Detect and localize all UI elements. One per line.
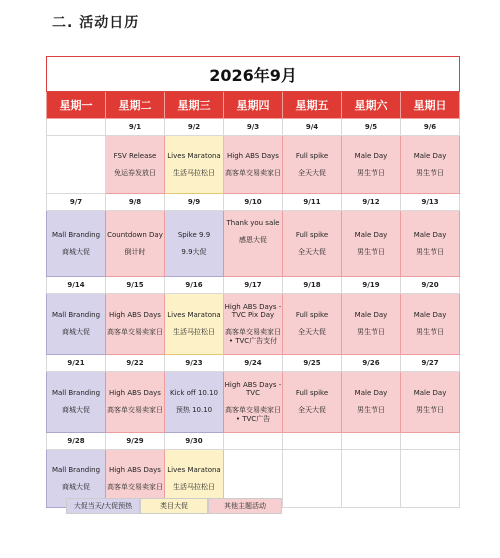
event-title: Mall Branding <box>51 465 101 474</box>
date-cell <box>283 433 342 450</box>
event-subtitle: 高客单交易卖家日 • TVC广告支付 <box>225 328 281 345</box>
event-title: High ABS Days <box>109 389 161 398</box>
date-cell: 9/17 <box>224 277 283 294</box>
event-subtitle: 男生节日 <box>357 247 385 256</box>
event-title: High ABS Days <box>227 151 279 160</box>
date-cell: 9/26 <box>342 355 401 372</box>
date-cell: 9/13 <box>401 194 460 211</box>
event-subtitle: 生活马拉松日 <box>173 482 215 491</box>
event-cell[interactable] <box>47 294 106 355</box>
event-title: Male Day <box>413 389 447 398</box>
event-cell[interactable] <box>283 372 342 433</box>
date-cell: 9/24 <box>224 355 283 372</box>
event-cell[interactable] <box>401 294 460 355</box>
event-subtitle: 男生节日 <box>357 406 385 414</box>
event-cell[interactable] <box>401 450 460 508</box>
event-title: Kick off 10.10 <box>169 389 219 398</box>
event-subtitle: 全天大促 <box>298 168 326 177</box>
date-cell <box>342 433 401 450</box>
date-cell: 9/30 <box>165 433 224 450</box>
event-subtitle: 男生节日 <box>357 168 385 177</box>
date-cell: 9/16 <box>165 277 224 294</box>
weekday-header: 星期五 <box>283 92 342 119</box>
event-cell[interactable] <box>342 372 401 433</box>
event-title: Full spike <box>295 230 329 239</box>
date-cell: 9/9 <box>165 194 224 211</box>
event-title: Full spike <box>295 311 329 320</box>
event-cell[interactable] <box>224 294 283 355</box>
event-cell[interactable] <box>106 294 165 355</box>
date-cell <box>224 433 283 450</box>
event-subtitle: 全天大促 <box>298 328 326 336</box>
legend-item-category-promo: 类目大促 <box>140 498 208 514</box>
event-subtitle: 男生节日 <box>416 247 445 256</box>
event-title: High ABS Days - TVC <box>224 380 282 398</box>
legend <box>66 498 282 514</box>
date-cell: 9/12 <box>342 194 401 211</box>
date-cell: 9/2 <box>165 119 224 136</box>
event-cell[interactable] <box>165 372 224 433</box>
event-row <box>47 294 460 355</box>
date-row <box>47 194 460 211</box>
date-cell: 9/6 <box>401 119 460 136</box>
calendar-weeks <box>47 119 460 508</box>
weekday-header: 星期六 <box>342 92 401 119</box>
date-cell <box>401 433 460 450</box>
date-cell: 9/25 <box>283 355 342 372</box>
event-cell[interactable] <box>401 211 460 277</box>
event-subtitle: 倒计时 <box>124 247 146 256</box>
event-subtitle: 感恩大促 <box>239 235 267 244</box>
event-title: Male Day <box>413 311 447 320</box>
date-cell: 9/3 <box>224 119 283 136</box>
event-title: High ABS Days <box>109 465 161 474</box>
event-title: Mall Branding <box>51 311 101 320</box>
event-cell[interactable] <box>342 211 401 277</box>
date-cell: 9/14 <box>47 277 106 294</box>
event-subtitle: 生活马拉松日 <box>173 168 215 177</box>
event-cell[interactable] <box>342 136 401 194</box>
date-cell: 9/22 <box>106 355 165 372</box>
event-title: High ABS Days - TVC Pix Day <box>224 302 282 320</box>
event-title: Mall Branding <box>51 389 101 398</box>
event-subtitle: 9.9大促 <box>181 247 207 256</box>
legend-item-major-promo: 大促当天/大促预热 <box>66 498 140 514</box>
event-row <box>47 211 460 277</box>
event-title: Full spike <box>295 151 329 160</box>
date-cell: 9/29 <box>106 433 165 450</box>
event-subtitle: 生活马拉松日 <box>173 328 215 336</box>
date-cell <box>47 119 106 136</box>
event-title: Countdown Day <box>107 230 163 239</box>
event-title: Male Day <box>354 230 388 239</box>
date-cell: 9/15 <box>106 277 165 294</box>
event-cell[interactable] <box>342 294 401 355</box>
event-row <box>47 136 460 194</box>
event-title: Lives Maratona <box>167 311 221 320</box>
event-subtitle: 商城大促 <box>62 406 90 414</box>
event-subtitle: 高客单交易卖家日 <box>107 406 163 414</box>
event-subtitle: 免运券发放日 <box>114 168 156 177</box>
event-cell[interactable] <box>224 211 283 277</box>
date-cell: 9/1 <box>106 119 165 136</box>
event-cell[interactable] <box>283 450 342 508</box>
date-row <box>47 355 460 372</box>
event-subtitle: 男生节日 <box>416 168 445 177</box>
date-cell: 9/28 <box>47 433 106 450</box>
event-cell[interactable] <box>283 294 342 355</box>
date-cell: 9/19 <box>342 277 401 294</box>
event-title: Spike 9.9 <box>177 230 211 239</box>
event-title: FSV Release <box>113 151 157 160</box>
event-cell[interactable] <box>47 372 106 433</box>
event-cell[interactable] <box>47 211 106 277</box>
calendar-title: 2026年9月 <box>47 57 460 92</box>
event-title: Male Day <box>354 311 388 320</box>
event-subtitle: 商城大促 <box>62 482 90 491</box>
event-cell[interactable] <box>165 294 224 355</box>
event-subtitle: 高客单交易卖家日 <box>225 168 281 177</box>
date-row <box>47 433 460 450</box>
legend-item-other-theme: 其他主题活动 <box>208 498 282 514</box>
event-row <box>47 372 460 433</box>
event-title: Thank you sale <box>226 219 280 227</box>
weekday-header-row <box>47 92 460 119</box>
weekday-header: 星期三 <box>165 92 224 119</box>
event-subtitle: 预热 10.10 <box>175 406 213 414</box>
event-subtitle: 高客单交易卖家日 <box>107 328 163 336</box>
event-title: Mall Branding <box>51 230 101 239</box>
event-title: Male Day <box>413 151 447 160</box>
event-cell[interactable] <box>224 372 283 433</box>
event-title: High ABS Days <box>109 311 161 320</box>
event-title: Full spike <box>295 389 329 398</box>
date-cell: 9/20 <box>401 277 460 294</box>
event-cell[interactable] <box>106 136 165 194</box>
event-subtitle: 商城大促 <box>62 328 90 336</box>
date-cell: 9/11 <box>283 194 342 211</box>
event-cell[interactable] <box>47 136 106 194</box>
weekday-header: 星期日 <box>401 92 460 119</box>
date-cell: 9/18 <box>283 277 342 294</box>
event-title: Male Day <box>354 151 388 160</box>
event-cell[interactable] <box>165 136 224 194</box>
date-cell: 9/27 <box>401 355 460 372</box>
date-cell: 9/10 <box>224 194 283 211</box>
event-cell[interactable] <box>106 372 165 433</box>
event-title: Male Day <box>413 230 447 239</box>
event-subtitle: 全天大促 <box>298 247 326 256</box>
event-cell[interactable] <box>283 136 342 194</box>
date-cell: 9/23 <box>165 355 224 372</box>
event-cell[interactable] <box>401 136 460 194</box>
weekday-header: 星期一 <box>47 92 106 119</box>
activity-calendar <box>46 56 460 508</box>
section-title: 二. 活动日历 <box>52 15 140 31</box>
date-row <box>47 277 460 294</box>
event-subtitle: 男生节日 <box>357 328 385 336</box>
date-cell: 9/5 <box>342 119 401 136</box>
weekday-header: 星期四 <box>224 92 283 119</box>
event-subtitle: 商城大促 <box>62 247 90 256</box>
date-cell: 9/8 <box>106 194 165 211</box>
event-cell[interactable] <box>106 211 165 277</box>
event-subtitle: 高客单交易卖家日 <box>107 482 163 491</box>
date-cell: 9/7 <box>47 194 106 211</box>
date-cell: 9/4 <box>283 119 342 136</box>
event-cell[interactable] <box>342 450 401 508</box>
date-row <box>47 119 460 136</box>
event-subtitle: 男生节日 <box>416 328 445 336</box>
event-subtitle: 高客单交易卖家日 • TVC广告 <box>225 406 281 423</box>
event-cell[interactable] <box>401 372 460 433</box>
event-cell[interactable] <box>283 211 342 277</box>
event-subtitle: 男生节日 <box>416 406 445 414</box>
event-title: Male Day <box>354 389 388 398</box>
event-title: Lives Maratona <box>167 465 221 474</box>
event-title: Lives Maratona <box>167 151 221 160</box>
date-cell: 9/21 <box>47 355 106 372</box>
event-cell[interactable] <box>165 211 224 277</box>
event-subtitle: 全天大促 <box>298 406 326 414</box>
event-cell[interactable] <box>224 136 283 194</box>
weekday-header: 星期二 <box>106 92 165 119</box>
